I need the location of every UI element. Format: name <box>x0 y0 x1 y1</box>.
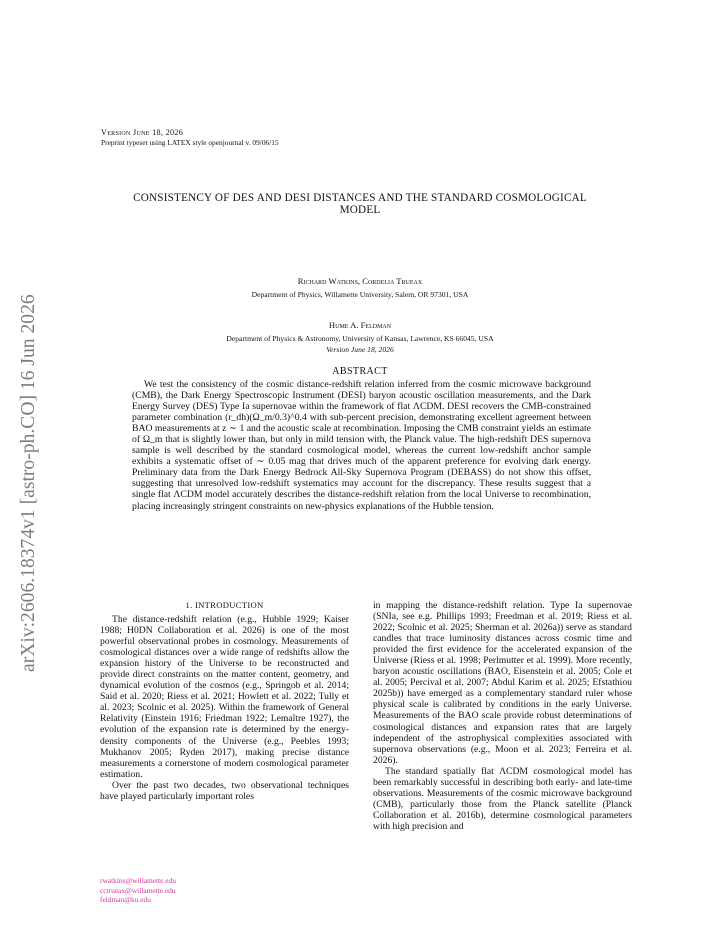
arxiv-identifier: arXiv:2606.18374v1 [astro-ph.CO] 16 Jun 2026 <box>18 294 39 672</box>
paper-title <box>100 192 620 216</box>
author-names-1: Richard Watkins, Cordelia Trueax <box>297 276 423 286</box>
intro-paragraph-1: The distance-redshift relation (e.g., Hubble 1929; Kaiser 1988; H0DN Collaboration et al. 2026) is one of the most powerful observational probes in cosmology. Measurements of cosmological distances over a wide range of redshifts allow the expansion history of the Universe to be reconstructed and provide direct constraints on the matter content, geometry, and dynamical evolution of the cosmos (e.g., Springob et al. 2014; Said et al. 2020; Riess et al. 2021; Howlett et al. 2022; Tully et al. 2023; Scolnic et al. 2025). Within the framework of General Relativity (Einstein 1916; Friedman 1922; Lemaître 1927), the evolution of the expansion rate is determined by the energy-density components of the Universe (e.g., Peebles 1993; Mukhanov 2005; Ryden 2017), making precise distance measurements a cornerstone of modern cosmological parameter estimation. <box>100 614 349 780</box>
arxiv-stamp <box>18 232 42 672</box>
intro-paragraph-4: The standard spatially flat ΛCDM cosmological model has been remarkably successful in describing both early- and late-time observations. Measurements of the cosmic microwave background (CMB), particularly those from the Planck satellite (Planck Collaboration et al. 2016b), determine cosmological parameters with high precision and <box>373 765 632 832</box>
preprint-line: Preprint typeset using LATEX style openjournal v. 09/06/15 <box>101 138 279 147</box>
intro-paragraph-2: Over the past two decades, two observational techniques have played particularly important roles <box>100 779 349 802</box>
abstract-text: We test the consistency of the cosmic distance-redshift relation inferred from the cosmic microwave background (CMB), the Dark Energy Spectroscopic Instrument (DESI) baryon acoustic oscillation measurements, and the Dark Energy Survey (DES) Type Ia supernovae within the framework of flat ΛCDM. DESI recovers the CMB-constrained parameter combination (r_dh)(Ω_m/0.3)^0.4 with sub-percent precision, demonstrating excellent agreement between BAO measurements at z ∼ 1 and the acoustic scale at recombination. Imposing the CMB constraint yields an estimate of Ω_m that is slightly lower than, but only in mild tension with, the Planck value. The high-redshift DES supernova sample is well described by the standard cosmological model, whereas the current low-redshift anchor sample exhibits a systematic offset of ∼ 0.05 mag that drives much of the apparent preference for evolving dark energy. Preliminary data from the Dark Energy Bedrock All-Sky Supernova Program (DEBASS) do not show this offset, suggesting that unresolved low-redshift systematics may account for the discrepancy. These results suggest that a single flat ΛCDM model accurately describes the distance-redshift relation from the local Universe to recombination, placing increasingly stringent constraints on new-physics explanations of the Hubble tension. <box>132 379 591 512</box>
intro-paragraph-3: in mapping the distance-redshift relation. Type Ia supernovae (SNIa, see e.g. Phillips 1993; Freedman et al. 2019; Riess et al. 2022; Scolnic et al. 2025; Sherman et al. 2026a)) serve as standard candles that trace luminosity distances across cosmic time and provided the first evidence for the accelerated expansion of the Universe (Riess et al. 1998; Perlmutter et al. 1999). More recently, baryon acoustic oscillations (BAO, Eisenstein et al. 2005; Cole et al. 2005; Percival et al. 2007; Abdul Karim et al. 2025; Efstathiou 2025b)) have emerged as a complementary standard ruler whose physical scale is calibrated by conditions in the early Universe. Measurements of the BAO scale provide robust determinations of cosmological distances and expansion rates that are largely independent of the astrophysical complexities associated with supernova observations (e.g., Moon et al. 2023; Ferreira et al. 2026). <box>373 600 632 766</box>
section-heading: 1. INTRODUCTION <box>185 600 264 610</box>
author-affiliation-2: Department of Physics & Astronomy, University of Kansas, Lawrence, KS 66045, USA <box>226 334 494 343</box>
abstract-body <box>132 379 591 512</box>
email-link[interactable]: rwatkins@willamette.edu <box>100 876 176 885</box>
version-header: Version June 18, 2026 <box>101 128 184 137</box>
title-line-1: CONSISTENCY OF DES AND DESI DISTANCES AND THE STANDARD COSMOLOGICAL <box>133 192 587 204</box>
abstract-heading: ABSTRACT <box>332 366 388 377</box>
email-link[interactable]: cctrueax@willamette.edu <box>100 885 176 895</box>
column-right <box>373 600 632 832</box>
author-emails <box>100 876 176 905</box>
column-left <box>100 614 349 802</box>
email-link[interactable]: feldman@ku.edu <box>100 895 151 905</box>
author-names-2: Hume A. Feldman <box>328 320 392 330</box>
author-affiliation-1: Department of Physics, Willamette University, Salem, OR 97301, USA <box>251 290 469 299</box>
title-line-2: MODEL <box>339 204 381 216</box>
version-date: Version June 18, 2026 <box>326 345 394 354</box>
